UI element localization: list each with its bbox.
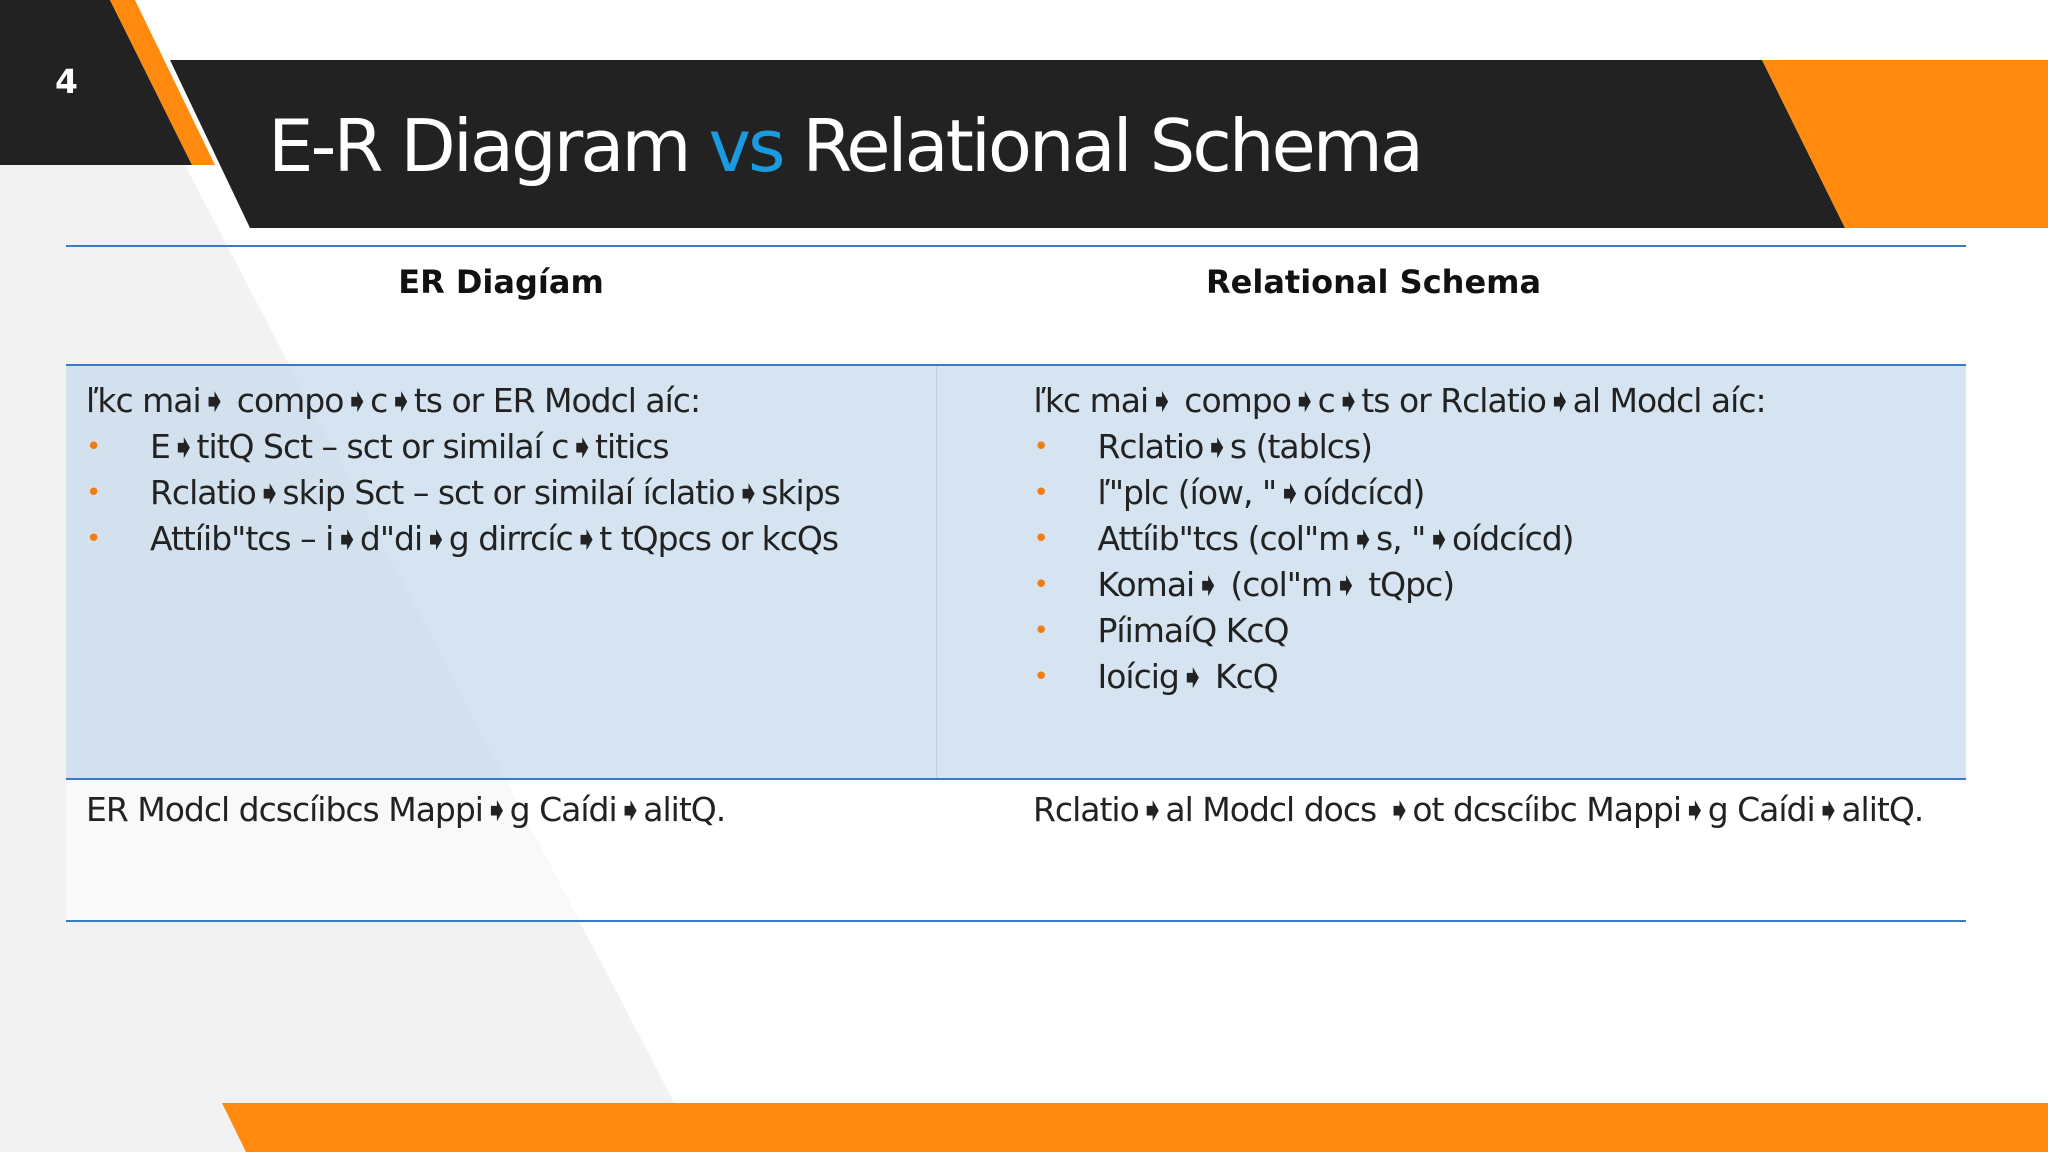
list-item-text: Ioícig➧ KcQ [1097,657,1278,696]
er-intro-text: ľkc mai➧ compo➧c➧ts or ER Modcl aíc: [86,381,701,420]
relational-components-list [1034,424,1947,700]
orange-bottom-bar [222,1103,2048,1152]
comparison-table [66,245,1966,922]
bullet-icon: • [1033,524,1048,554]
table-header-row [66,246,1966,365]
bullet-icon: • [86,432,101,462]
list-item [86,470,916,516]
header-er-diagram: ER Diagíam [66,246,936,365]
relational-mapping-cell: Rclatio➧al Modcl docs ➧ot dcscíibc Mappi➧g Caídi➧alitQ. [936,779,1966,921]
list-item [86,424,916,470]
list-item-text: Rclatio➧skip Sct – sct or similaí íclatio➧skips [150,473,840,512]
title-part-1: E-R Diagram [268,104,689,188]
bullet-icon: • [1033,570,1048,600]
list-item [1034,562,1947,608]
bullet-icon: • [1033,432,1048,462]
title-accent: vs [708,104,783,188]
list-item-text: Rclatio➧s (tablcs) [1097,427,1372,466]
bullet-icon: • [86,478,101,508]
relational-components-cell [936,365,1966,779]
bullet-icon: • [1033,478,1048,508]
list-item-text: Attíib"tcs – i➧d"di➧g dirrcíc➧t tQpcs or kcQs [150,519,839,558]
list-item [1034,608,1947,654]
er-components-cell [66,365,936,779]
relational-intro-text: ľkc mai➧ compo➧c➧ts or Rclatio➧al Modcl aíc: [1033,381,1766,420]
list-item-text: PíimaíQ KcQ [1097,611,1289,650]
bullet-icon: • [1033,662,1048,692]
list-item-text: E➧titQ Sct – sct or similaí c➧titics [150,427,669,466]
list-item [1034,470,1947,516]
slide-number: 4 [55,62,78,101]
list-item [1034,516,1947,562]
er-mapping-cell: ER Modcl dcscíibcs Mappi➧g Caídi➧alitQ. [66,779,936,921]
er-components-list [86,424,916,562]
list-item [1034,424,1947,470]
bullet-icon: • [1033,616,1048,646]
table-row [66,779,1966,921]
bullet-icon: • [86,524,101,554]
list-item [1034,654,1947,700]
list-item-text: ľ"plc (íow, "➧oídcícd) [1097,473,1425,512]
list-item-text: Attíib"tcs (col"m➧s, "➧oídcícd) [1097,519,1574,558]
title-part-2: Relational Schema [802,104,1422,188]
list-item-text: Komai➧ (col"m➧ tQpc) [1097,565,1455,604]
slide-title [268,104,1421,188]
table-row [66,365,1966,779]
list-item [86,516,916,562]
header-relational-schema: Relational Schema [936,246,1966,365]
